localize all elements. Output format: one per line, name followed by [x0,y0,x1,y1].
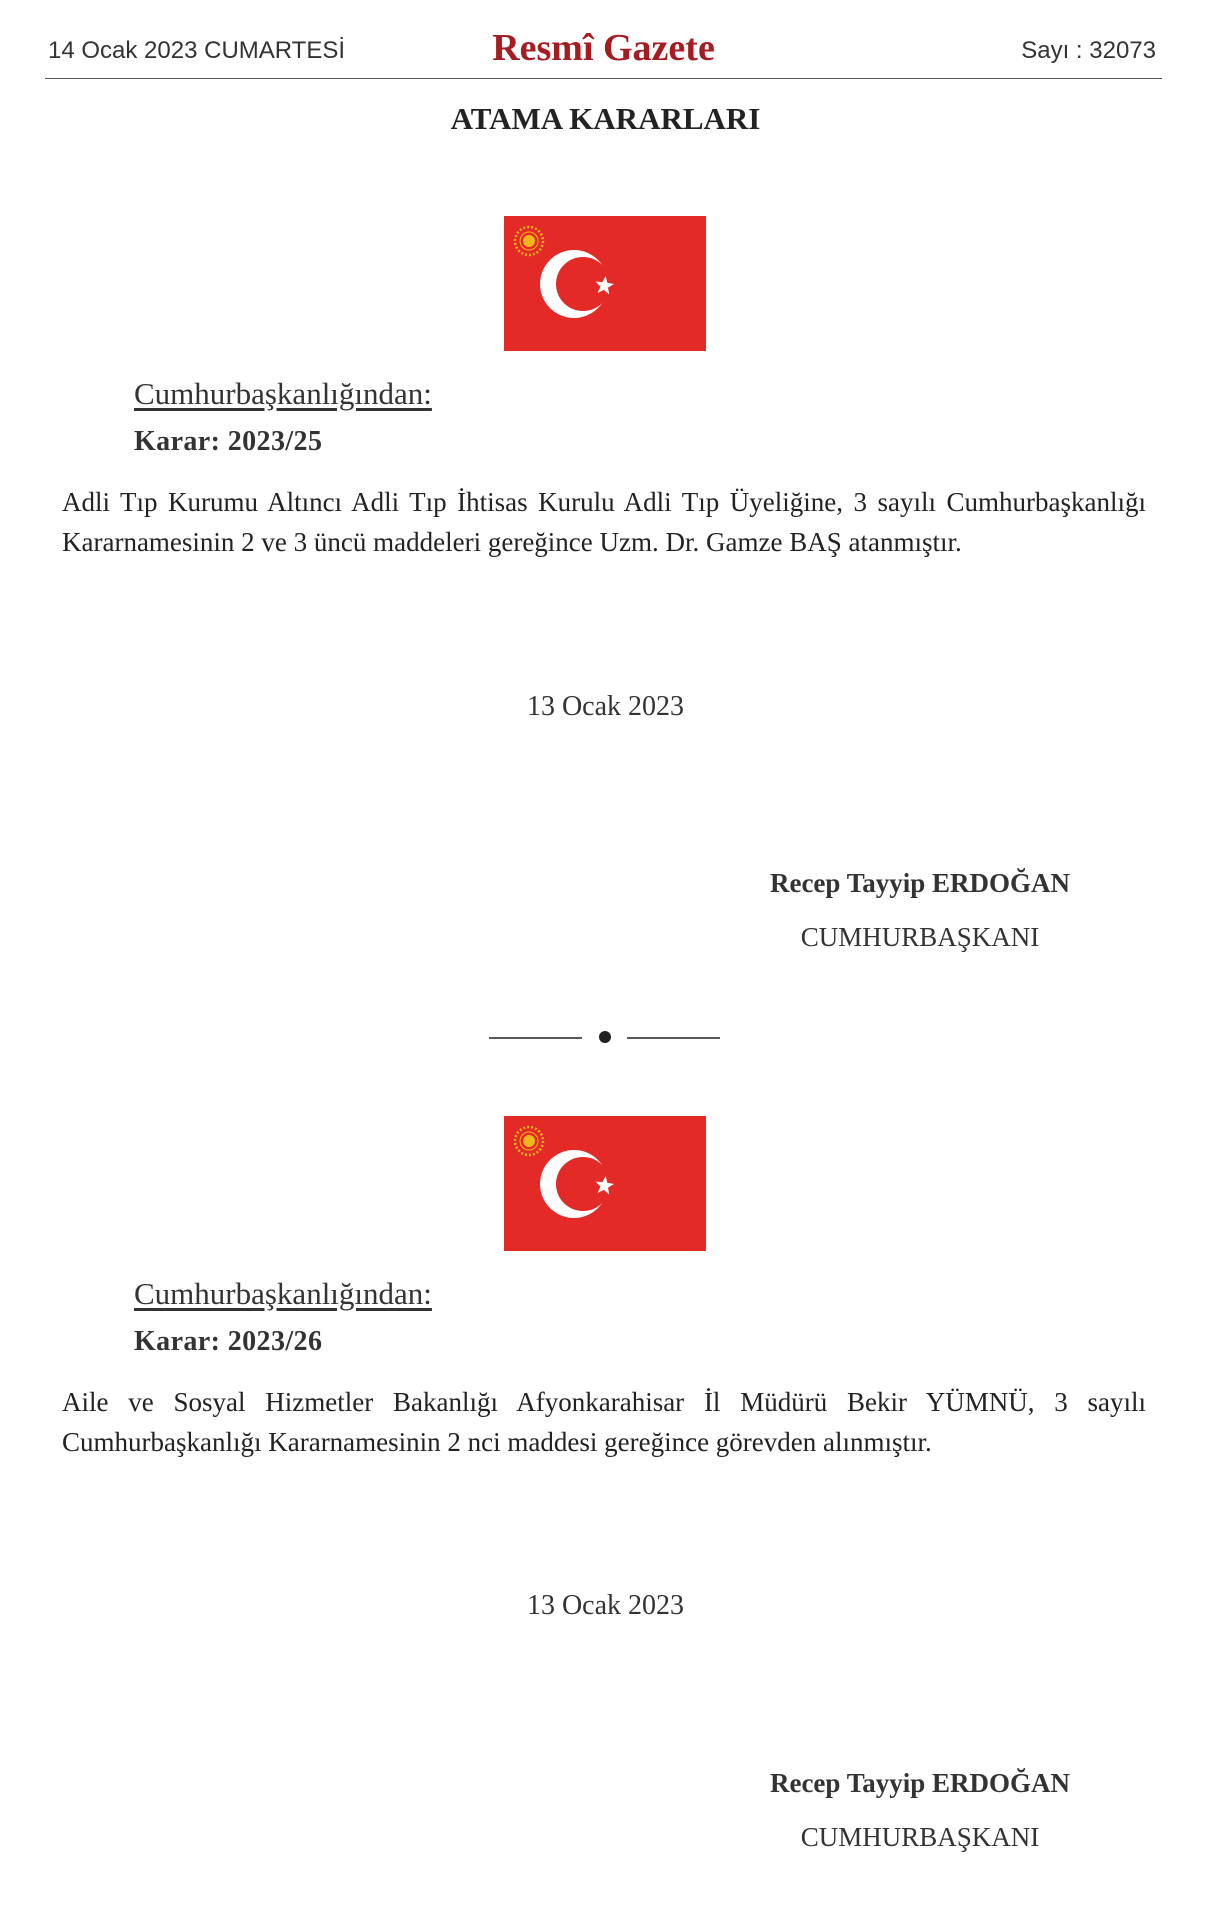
gazette-title: Resmî Gazete [492,27,715,69]
authority-label: Cumhurbaşkanlığından: [134,1276,432,1311]
section-title: ATAMA KARARLARI [450,101,761,136]
turkish-flag-icon [504,216,706,351]
decision-date: 13 Ocak 2023 [526,691,685,722]
turkish-flag-icon [504,1116,706,1251]
signatory-title: CUMHURBAŞKANI [800,922,1040,952]
decision-number: Karar: 2023/26 [134,1326,323,1357]
signatory-title: CUMHURBAŞKANI [800,1822,1040,1852]
decision-text: Adli Tıp Kurumu Altıncı Adli Tıp İhtisas Kurulu Adli Tıp Üyeliğine, 3 sayılı Cumhurbaşkanlığı Kararnamesinin 2 ve 3 üncü maddeleri gereğince Uzm. Dr. Gamze BAŞ atanmıştır. [62,487,1146,557]
decision-number: Karar: 2023/25 [134,426,323,457]
signatory-name: Recep Tayyip ERDOĞAN [769,1768,1071,1798]
issue-date: 14 Ocak 2023 CUMARTESİ [48,37,346,64]
issue-number: Sayı : 32073 [1021,37,1156,64]
authority-label: Cumhurbaşkanlığından: [134,376,432,411]
gazette-header [45,26,1162,79]
decision-text: Aile ve Sosyal Hizmetler Bakanlığı Afyonkarahisar İl Müdürü Bekir YÜMNÜ, 3 sayılı Cumhurbaşkanlığı Kararnamesinin 2 nci maddesi gereğince görevden alınmıştır. [62,1387,1146,1457]
section-separator [0,1020,1211,1054]
decision-date: 13 Ocak 2023 [526,1590,685,1621]
signatory-name: Recep Tayyip ERDOĞAN [769,868,1071,898]
